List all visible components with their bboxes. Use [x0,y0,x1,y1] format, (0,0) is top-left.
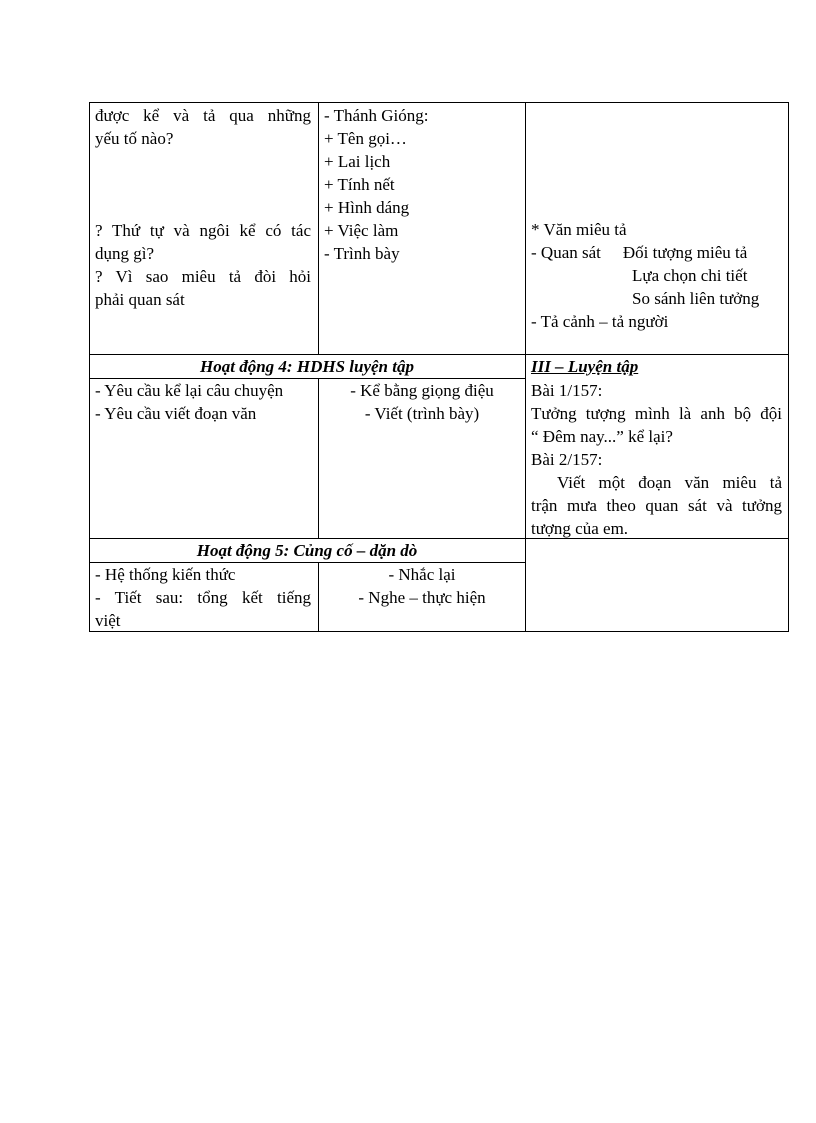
exercise-2-line-3: tượng của em. [531,519,629,538]
student-task: - Nghe – thực hiện [358,588,486,607]
answer-item: + Hình dáng [324,198,410,217]
row1-lesson-content [531,218,783,333]
teacher-task: - Yêu cầu kể lại câu chuyện [95,381,284,400]
exercise-1-line-1: Tưởng tượng mình là anh bộ đội [531,404,782,423]
exercise-1-line-2: “ Đêm nay...” kể lại? [531,427,673,446]
student-task: - Viết (trình bày) [364,404,480,423]
activity-5-heading: Hoạt động 5: Củng cố – dặn dò [196,541,418,560]
student-task: - Nhắc lại [388,565,456,584]
activity-5-student [319,563,525,609]
row1-student-answers [324,104,520,265]
activity-4-teacher [95,379,311,425]
answer-item: + Việc làm [324,221,399,240]
question-3-line-1: ? Vì sao miêu tả đòi hỏi [95,267,311,286]
question-3-line-2: phải quan sát [95,290,185,309]
observe-line [531,241,783,264]
exercise-1-title: Bài 1/157: [531,381,603,400]
question-1-line-1: được kể và tả qua những [95,106,311,125]
practice-section-title: III – Luyện tập [531,357,639,376]
teacher-task: việt [95,611,121,630]
exercise-2-title: Bài 2/157: [531,450,603,469]
question-1-line-2: yếu tố nào? [95,129,174,148]
column-divider-1-row1 [318,102,319,354]
observe-item-1: Đối tượng miêu tả [622,243,748,262]
exercise-2-line-1: Viết một đoạn văn miêu tả [557,473,782,492]
activity-4-heading: Hoạt động 4: HDHS luyện tập [200,357,414,376]
column-divider-2 [525,102,526,632]
descriptive-writing-heading: * Văn miêu tả [531,220,627,239]
answer-item: + Lai lịch [324,152,391,171]
observe-item-3: So sánh liên tưởng [632,289,760,308]
student-task: - Kể bằng giọng điệu [350,381,494,400]
observe-label: - Quan sát [531,243,601,262]
activity-5-teacher [95,563,311,632]
row1-teacher-questions [95,104,311,311]
question-2-line-1: ? Thứ tự và ngôi kể có tác [95,221,311,240]
answer-item: - Trình bày [324,244,400,263]
question-2-line-2: dụng gì? [95,244,155,263]
activity-4-student [319,379,525,425]
table-border-top [89,102,789,103]
exercise-2-line-2: trận mưa theo quan sát và tưởng [531,496,782,515]
answer-item: + Tính nết [324,175,395,194]
answer-item: + Tên gọi… [324,129,407,148]
activity-4-content [531,379,782,540]
observe-item-2: Lựa chọn chi tiết [632,266,748,285]
answer-item: - Thánh Gióng: [324,106,429,125]
teacher-task: - Hệ thống kiến thức [95,565,236,584]
teacher-task: - Yêu cầu viết đoạn văn [95,404,257,423]
table-border-right [788,102,789,632]
teacher-task: - Tiết sau: tổng kết tiếng [95,588,311,607]
description-types: - Tả cảnh – tả người [531,312,669,331]
